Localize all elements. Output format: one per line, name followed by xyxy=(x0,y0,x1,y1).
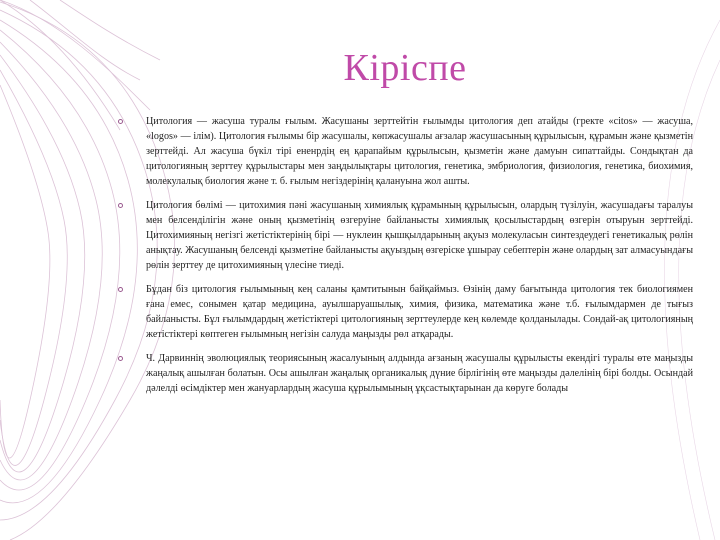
hollow-circle-bullet-icon xyxy=(118,356,123,361)
list-item xyxy=(118,198,693,273)
paragraph-text: Цитология — жасуша туралы ғылым. Жасушаны зерттейтін ғылымды цитология деп атайды (гректе «citos» — жасуша, «logos» — ілім). Цитология ғылымы бір жасушалы, көпжасушалы ағзалар жасушасының құрылысын, құрамын және қызметін зерттейді. Ал жасуша бүкіл тірі ененрдің ең қарапайым құрылысын, қызметін және дамуын сипаттайды. Сондықтан да цитологияның зерттеу құрылыстары мен заңдылықтары цитология, генетика, эмбриология, физиология, генетика, биохимия, молекулалық биология және т. б. ғылым негіздерінің қалануына жол ашты. xyxy=(146,116,693,187)
hollow-circle-bullet-icon xyxy=(118,287,123,292)
list-item xyxy=(118,282,693,342)
paragraph-text: Бұдан біз цитология ғылымының кең саланы қамтитынын байқаймыз. Өзінің даму бағытында цитология тек биологиямен ғана емес, сонымен қатар медицина, ауылшаруашылық, химия, физика, математика және т.б. ғылымдармен де тығыз байланысты. Бұл ғылымдардың жетістіктері цитологияның зерттеулерде кең көлемде қолданылады. Сондай-ақ цитологияның жетістіктері көптеген ғылымның негізін салуда маңызды рөл атқарады. xyxy=(146,284,693,340)
slide-title: Кіріспе xyxy=(343,47,467,89)
hollow-circle-bullet-icon xyxy=(118,203,123,208)
paragraph-text: Ч. Дарвиннің эволюциялық теориясының жасалуының алдында ағзаның жасушалы құрылысты екендігі туралы өте маңызды жаңалық ашылған болатын. Осы ашылған жаңалық органикалық дүние бірлігінің өте маңызды дәлелінің бірі болды. Осындай дәлелді өсімдіктер мен жануарлардың жасуша құрылымының ұқсастықтарынан да көруге болады xyxy=(146,353,693,394)
bullet-list xyxy=(118,114,693,396)
slide-content xyxy=(118,114,693,405)
hollow-circle-bullet-icon xyxy=(118,119,123,124)
paragraph-text: Цитология бөлімі — цитохимия пәні жасушаның химиялық құрамының құрылысын, олардың түзілуін, жасушадағы таралуы мен белсенділігін және оның қызметінің өзгеруіне байланысты химиялық қосылыстардың өзгерін отыруын зерттейді. Цитохимияның негізгі жетістіктерінің бірі — нуклеин қышқылдарының ақуыз молекуласын синтездеудегі генетикалық рөлін анықтау. Жасушаның белсенді қызметіне байланысты ақуыздың өзгеріске ұшырау себептерін және олардың зат алмасуындағы рөлін зерттеу де цитохимияның үлесіне тиеді. xyxy=(146,200,693,271)
list-item xyxy=(118,114,693,189)
list-item xyxy=(118,351,693,396)
